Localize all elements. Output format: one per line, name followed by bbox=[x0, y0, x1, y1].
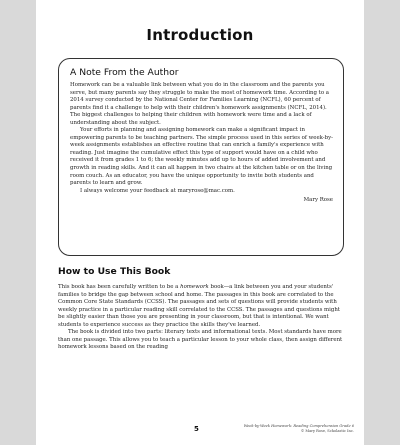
author-signature: Mary Rose bbox=[303, 197, 333, 204]
page-title: Introduction bbox=[146, 26, 254, 44]
author-note-paragraph: Homework can be a valuable link between what you do in the classroom and the parents you serve, but many parents say they struggle to make the most of homework time. According to a 2014 survey conducted by the National Center for Families Learning (NCFL), 60 percent of parents find it a challenge to help with their children's homework assignments (NCFL, 2014). The biggest challenges to helping their children with homework were time and a lack of understanding about the subject. bbox=[70, 82, 330, 126]
book-title: Week-by-Week Homework: Reading Comprehension Grade 6 bbox=[243, 424, 354, 428]
paragraph-text: This book has been carefully written to be a bbox=[58, 284, 181, 290]
author-note-paragraph: I always welcome your feedback at maryrose@mac.com. bbox=[80, 187, 235, 194]
author-note-box bbox=[58, 58, 344, 256]
section-paragraph bbox=[58, 284, 348, 329]
section-paragraph: The book is divided into two parts: literary texts and informational texts. Most standards have more than one passage. This allows you to teach a particular lesson to your whole class, then assign different homework lessons based on the reading bbox=[58, 329, 343, 351]
emphasis-text: homework bbox=[180, 284, 209, 290]
page-footer bbox=[36, 415, 364, 445]
footer-credit bbox=[244, 424, 354, 434]
section-heading: How to Use This Book bbox=[58, 266, 171, 277]
document-page bbox=[36, 0, 364, 445]
page-number: 5 bbox=[194, 425, 199, 433]
author-note-paragraph: Your efforts in planning and assigning homework can make a significant impact in empowering parents to be teaching partners. The simple process used in this series of week-by-week assignments establishes an effective routine that can enrich a family's experience with reading. Just imagine the cumulative effect this type of support would have on a child who received it from grades 1 to 6; the weekly minutes add up to hours of added involvement and growth in reading skills. And it can all happen in two chairs at the kitchen table or on the living room couch. As an educator, you have the unique opportunity to invite both students and parents to learn and grow. bbox=[70, 127, 333, 187]
copyright: © Mary Rose, Scholastic Inc. bbox=[300, 429, 354, 433]
author-note-body bbox=[70, 82, 333, 205]
author-note-heading: A Note From the Author bbox=[70, 67, 179, 78]
section-body bbox=[58, 284, 348, 352]
paragraph-text: book—a link between you and your students' families to bridge the gap between school and home. The passages in this book are correlated to the Common Core State Standards (CCSS). The passages and sets of questions will provide students with weekly practice in a particular reading skill correlated to the CCSS. The passages and questions might be slightly easier than those you are presenting in your classroom, but that is intentional. We want students to experience success as they practice the skills they've learned. bbox=[58, 284, 340, 328]
